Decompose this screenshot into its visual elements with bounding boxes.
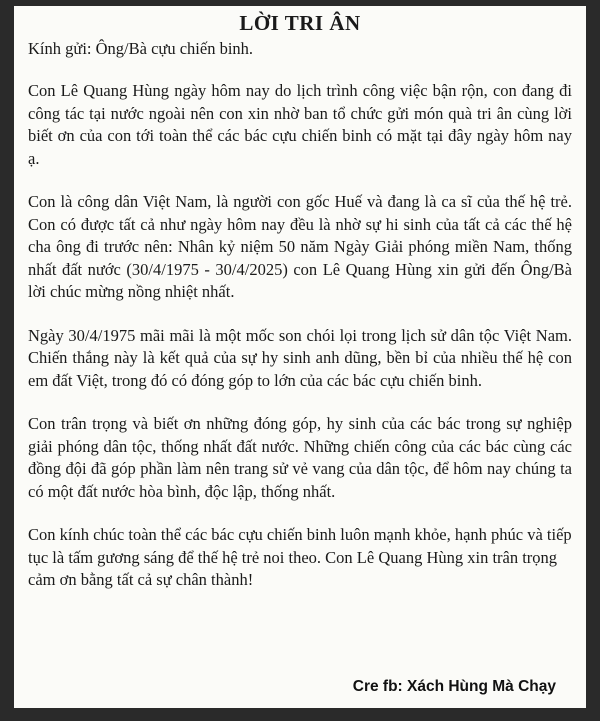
letter-greeting: Kính gửi: Ông/Bà cựu chiến binh. [28, 39, 254, 58]
credit-caption: Cre fb: Xách Hùng Mà Chạy [347, 678, 556, 696]
paragraph-2: Con là công dân Việt Nam, là người con gốc Huế và đang là ca sĩ của thế hệ trẻ. Con có được tất cả như ngày hôm nay đều là nhờ sự hi sinh của tất cả các thế hệ cha ông đi trước nên: Nhân kỷ niệm 50 năm Ngày Giải phóng miền Nam, thống nhất đất nước (30/4/1975 - 30/4/2025) con Lê Quang Hùng xin gửi đến Ông/Bà lời chúc mừng nồng nhiệt nhất. [28, 192, 572, 301]
letter-title: LỜI TRI ÂN [239, 11, 361, 35]
letter-page [14, 6, 586, 708]
paragraph-4: Con trân trọng và biết ơn những đóng góp, hy sinh của các bác trong sự nghiệp giải phóng dân tộc, thống nhất đất nước. Những chiến công của các bác cùng các đồng đội đã góp phần làm nên trang sử vẻ vang của dân tộc, để hôm nay chúng ta có một đất nước hòa bình, độc lập, thống nhất. [28, 414, 572, 501]
paragraph-1: Con Lê Quang Hùng ngày hôm nay do lịch trình công việc bận rộn, con đang đi công tác tại nước ngoài nên con xin nhờ ban tổ chức gửi món quà tri ân cùng lời biết ơn của con tới toàn thể các bác cựu chiến binh có mặt tại đây ngày hôm nay ạ. [28, 81, 572, 168]
paragraph-5: Con kính chúc toàn thể các bác cựu chiến binh luôn mạnh khỏe, hạnh phúc và tiếp tục là tấm gương sáng để thế hệ trẻ noi theo. Con Lê Quang Hùng xin trân trọng cảm ơn bằng tất cả sự chân thành! [28, 525, 572, 589]
paragraph-3: Ngày 30/4/1975 mãi mãi là một mốc son chói lọi trong lịch sử dân tộc Việt Nam. Chiến thắng này là kết quả của sự hy sinh anh dũng, bền bỉ của nhiều thế hệ con em đất Việt, trong đó có đóng góp to lớn của các bác cựu chiến binh. [28, 325, 572, 390]
